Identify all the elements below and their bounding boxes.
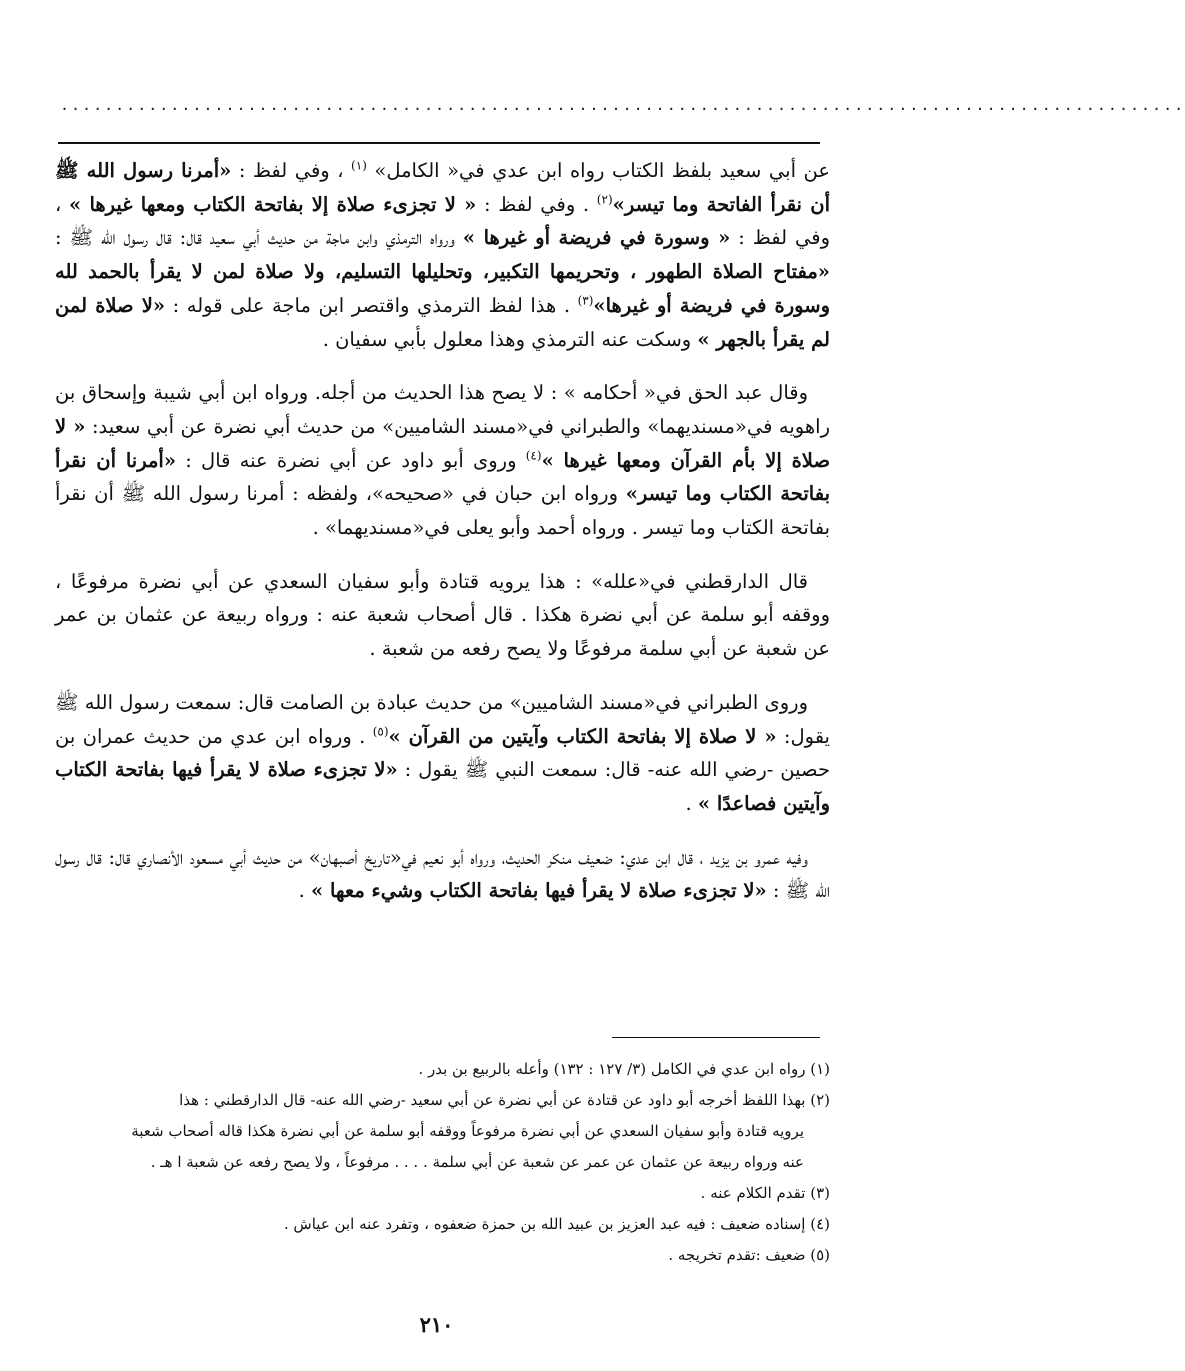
header-dotted-line: ...................................................................................................... [60,96,1185,114]
text-run: وفيه عمرو بن يزيد ، قال ابن عدي: ضعيف منكر الحديث، ورواه أبو نعيم في«تاريخ أصبهان» من حديث أبي مسعود الأنصاري قال: قال رسول الله ﷺ : [55,845,830,903]
footnote-2-line-3: عنه ورواه ربيعة عن عثمان عن عمر عن شعبة عن أبي سلمة . . . . مرفوعاً ، ولا يصح رفعه عن شعبة ا هـ . [150,1153,804,1171]
paragraph-2 [55,376,830,545]
footnote-4: (٤) إسناده ضعيف : فيه عبد العزيز بن عبيد الله بن حمزة ضعفوه ، وتفرد عنه ابن عياش . [283,1215,830,1233]
footnote-marker: (٢) [596,192,613,207]
footnote-marker: (١) [351,158,367,173]
footnote-rule [612,1037,820,1038]
text-run: وروى الطبراني في«مسند الشاميين» من حديث عبادة بن الصامت قال: سمعت رسول الله ﷺ يقول: [55,690,830,748]
footnote-3: (٣) تقدم الكلام عنه . [700,1184,830,1202]
text-run: . [298,879,311,903]
hadith-quote: « لا تجزىء صلاة إلا بفاتحة الكتاب ومعها غيرها » [68,192,477,216]
text-run: . [685,791,698,815]
hadith-quote: « لا صلاة إلا بأم القرآن ومعها غيرها » [55,414,830,472]
hadith-quote: « لا صلاة إلا بفاتحة الكتاب وآيتين من القرآن » [388,724,777,748]
text-run: عن أبي سعيد بلفظ الكتاب رواه ابن عدي في« الكامل» [366,159,830,182]
footnote-marker: (٥) [372,724,389,739]
paragraph-5 [55,841,830,908]
footnote-5: (٥) ضعيف :تقدم تخريجه . [668,1246,830,1264]
footnote-marker: (٤) [525,448,542,463]
paragraph-3 [55,565,830,666]
hadith-quote: «لا صلاة لمن لم يقرأ بالجهر » [55,293,830,351]
text-run: ورواه ابن حبان في «صحيحه»، ولفظه : أمرنا رسول الله ﷺ أن نقرأ بفاتحة الكتاب وما تيسر . ورواه أحمد وأبو يعلى في«مسنديهما» . [55,482,830,540]
text-run: وقال عبد الحق في« أحكامه » : لا يصح هذا الحديث من أجله. ورواه ابن أبي شيبة وإسحاق بن راهويه في«مسنديهما» والطبراني في«مسند الشاميين» من حديث أبي نضرة عن أبي سعيد: [55,381,830,438]
footnote-1: (١) رواه ابن عدي في الكامل (٣/ ١٢٧ : ١٣٢) وأعله بالربيع بن بدر . [418,1060,830,1078]
paragraph-4 [55,686,830,821]
footnote-2-line-2: يرويه قتادة وأبو سفيان السعدي عن أبي نضرة مرفوعاً ووقفه أبو سلمة عن أبي نضرة هكذا قاله أصحاب شعبة [131,1122,804,1140]
hadith-quote: «لا تجزىء صلاة لا يقرأ فيها بفاتحة الكتاب وشيء معها » [311,879,767,903]
hadith-quote: «أمرنا رسول الله ﷺ أن نقرأ الفاتحة وما تيسر» [55,159,830,216]
text-run: قال الدارقطني في«علله» : هذا يرويه قتادة وأبو سفيان السعدي عن أبي نضرة مرفوعًا ، ووقفه أبو سلمة عن أبي نضرة هكذا . قال أصحاب شعبة عنه : ورواه ربيعة عن عثمان بن عمر عن شعبة عن أبي سلمة مرفوعًا ولا يصح رفعه من شعبة . [55,569,830,661]
footnote-2: (٢) بهذا اللفظ أخرجه أبو داود عن قتادة عن أبي نضرة عن أبي سعيد -رضي الله عنه- قال الدارقطني : هذا [179,1091,830,1109]
hadith-quote: «أمرنا أن نقرأ بفاتحة الكتاب وما تيسر» [55,448,830,506]
paragraph-1 [55,154,830,356]
text-run: وروى أبو داود عن أبي نضرة عنه قال : [176,448,526,472]
hadith-quote: «لا تجزىء صلاة لا يقرأ فيها بفاتحة الكتاب وآيتين فصاعدًا » [55,758,830,815]
text-run: . هذا لفظ الترمذي واقتصر ابن ماجة على قوله : [165,293,578,317]
text-run: ، وفي لفظ : [231,159,352,182]
text-run: ، وفي لفظ : [55,192,831,250]
main-text [55,154,830,928]
hadith-quote: «مفتاح الصلاة الطهور ، وتحريمها التكبير، وتحليلها التسليم، ولا صلاة لمن لا يقرأ بالحمد لله وسورة في فريضة أو غيرها» [55,260,831,317]
footnotes [55,1054,830,1271]
hadith-quote: « وسورة في فريضة أو غيرها » [462,226,731,250]
text-run: وسكت عنه الترمذي وهذا معلول بأبي سفيان . [322,327,698,351]
text-run: ورواه الترمذي وابن ماجة من حديث أبي سعيد قال: قال رسول الله ﷺ : [55,226,463,250]
header-rule [58,142,820,144]
text-run: . وفي لفظ : [476,192,597,216]
text-run: . ورواه ابن عدي من حديث عمران بن حصين -رضي الله عنه- قال: سمعت النبي ﷺ يقول : [55,724,830,782]
page-number: ٢١٠ [419,1312,454,1337]
footnote-marker: (٣) [577,293,594,308]
